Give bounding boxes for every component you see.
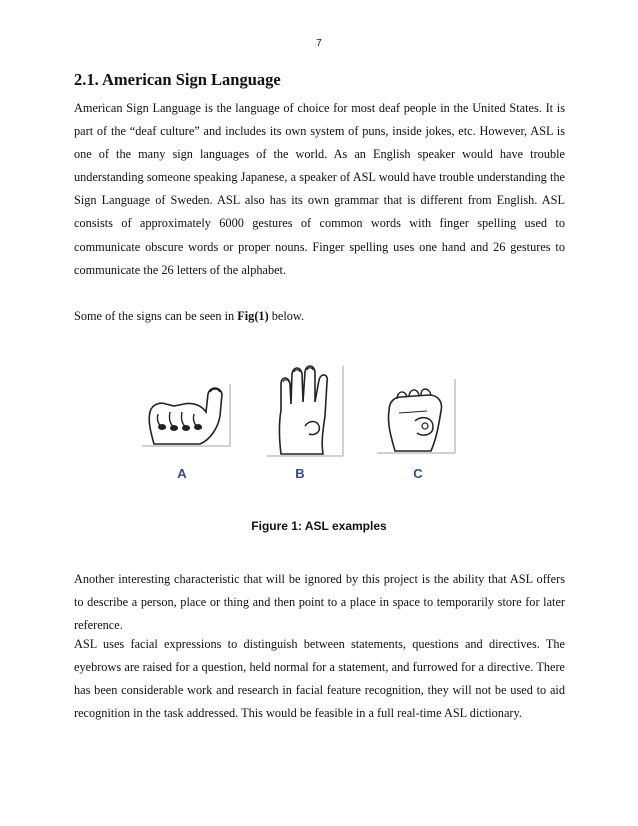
- page-number: 7: [316, 38, 322, 49]
- paragraph-facial-expressions: ASL uses facial expressions to distinguish between statements, questions and directives. The eyebrows are raised for a question, held normal for a statement, and furrowed for a directive. There has been considerable work and research in facial feature recognition, they will not be used to aid recognition in the task addressed. This would be feasible in a full real-time ASL dictionary.: [74, 637, 565, 721]
- paragraph-intro: American Sign Language is the language of choice for most deaf people in the United States. It is part of the “deaf culture” and includes its own system of puns, inside jokes, etc. However, ASL is one of the many sign languages of the world. As an English speaker would have trouble understanding someone speaking Japanese, a speaker of ASL would have trouble understanding the Sign Language of Sweden. ASL also has its own grammar that is different from English. ASL consists of approximately 6000 gestures of common words with finger spelling used to communicate obscure words or proper nouns. Finger spelling uses one hand and 26 gestures to communicate the 26 letters of the alphabet.: [74, 101, 565, 277]
- paragraph-spatial-reference: Another interesting characteristic that will be ignored by this project is the ability that ASL offers to describe a person, place or thing and then point to a place in space to temporarily store for later reference.: [74, 572, 565, 633]
- hand-sign-b-image: [265, 364, 345, 458]
- paragraph-figure-reference: [74, 305, 565, 328]
- hand-label-c: C: [413, 466, 423, 481]
- figure-ref-trail: below.: [268, 309, 305, 323]
- hand-sign-a-image: [140, 382, 232, 448]
- hand-label-b: B: [295, 466, 305, 481]
- figure-ref-link: Fig(1): [237, 309, 269, 323]
- hand-sign-c-image: [375, 377, 457, 455]
- figure-ref-lead: Some of the signs can be seen in: [74, 309, 238, 323]
- section-heading: 2.1. American Sign Language: [74, 70, 281, 89]
- asl-figure: [140, 362, 460, 487]
- figure-caption: Figure 1: ASL examples: [251, 519, 387, 533]
- hand-label-a: A: [177, 466, 187, 481]
